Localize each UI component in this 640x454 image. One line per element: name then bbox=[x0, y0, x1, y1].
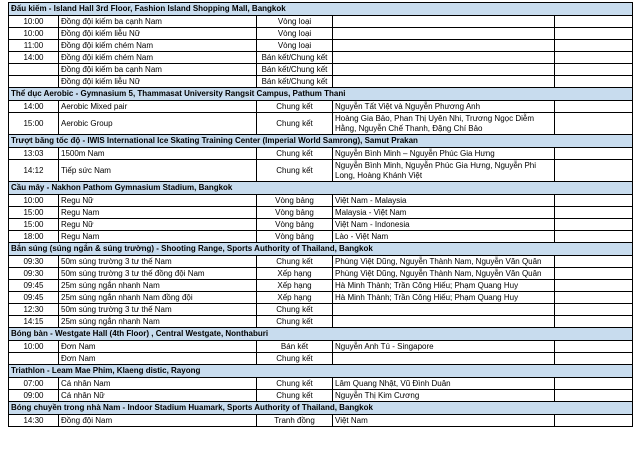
section-header-row bbox=[9, 328, 633, 341]
event-cell: Cá nhân Nam bbox=[59, 378, 257, 390]
table-row bbox=[9, 231, 633, 243]
athletes-cell bbox=[333, 353, 555, 365]
round-cell: Vòng loại bbox=[257, 40, 333, 52]
round-cell: Tranh đồng bbox=[257, 415, 333, 427]
section-header-row bbox=[9, 365, 633, 378]
section-header: Đấu kiếm - Island Hall 3rd Floor, Fashion Island Shopping Mall, Bangkok bbox=[9, 3, 633, 16]
table-row bbox=[9, 280, 633, 292]
table-row bbox=[9, 219, 633, 231]
blank-cell bbox=[555, 16, 633, 28]
section-header: Trượt băng tốc độ - IWIS International Ice Skating Training Center (Imperial World Samrong), Samut Prakan bbox=[9, 135, 633, 148]
event-cell: Đồng đội kiếm liễu Nữ bbox=[59, 28, 257, 40]
event-cell: Đồng đội Nam bbox=[59, 415, 257, 427]
athletes-cell: Lào - Việt Nam bbox=[333, 231, 555, 243]
table-row bbox=[9, 195, 633, 207]
athletes-cell: Malaysia - Việt Nam bbox=[333, 207, 555, 219]
blank-cell bbox=[555, 219, 633, 231]
time-cell: 10:00 bbox=[9, 195, 59, 207]
round-cell: Chung kết bbox=[257, 113, 333, 135]
section-header-row bbox=[9, 88, 633, 101]
blank-cell bbox=[555, 113, 633, 135]
table-row bbox=[9, 378, 633, 390]
round-cell: Xếp hạng bbox=[257, 292, 333, 304]
blank-cell bbox=[555, 304, 633, 316]
time-cell: 09:30 bbox=[9, 268, 59, 280]
table-row bbox=[9, 40, 633, 52]
schedule-document bbox=[8, 2, 632, 427]
round-cell: Vòng bảng bbox=[257, 195, 333, 207]
time-cell: 09:30 bbox=[9, 256, 59, 268]
athletes-cell: Nguyễn Bình Minh, Nguyễn Phúc Gia Hưng, Nguyễn Phi Long, Hoàng Khánh Việt bbox=[333, 160, 555, 182]
section-header-row bbox=[9, 3, 633, 16]
athletes-cell: Phùng Việt Dũng, Nguyễn Thành Nam, Nguyễn Văn Quân bbox=[333, 256, 555, 268]
athletes-cell bbox=[333, 52, 555, 64]
event-cell: Đơn Nam bbox=[59, 353, 257, 365]
section-header: Bóng bàn - Westgate Hall (4th Floor) , Central Westgate, Nonthaburi bbox=[9, 328, 633, 341]
table-row bbox=[9, 52, 633, 64]
event-cell: 25m súng ngắn nhanh Nam đồng đội bbox=[59, 292, 257, 304]
athletes-cell: Phùng Việt Dũng, Nguyễn Thành Nam, Nguyễn Văn Quân bbox=[333, 268, 555, 280]
section-header: Bắn súng (súng ngắn & súng trường) - Shooting Range, Sports Authority of Thailand, Bangkok bbox=[9, 243, 633, 256]
table-row bbox=[9, 101, 633, 113]
athletes-cell: Nguyễn Bình Minh – Nguyễn Phúc Gia Hưng bbox=[333, 148, 555, 160]
table-row bbox=[9, 415, 633, 427]
schedule-body bbox=[9, 3, 633, 427]
round-cell: Chung kết bbox=[257, 390, 333, 402]
round-cell: Chung kết bbox=[257, 316, 333, 328]
blank-cell bbox=[555, 316, 633, 328]
time-cell: 14:12 bbox=[9, 160, 59, 182]
blank-cell bbox=[555, 52, 633, 64]
schedule-table bbox=[8, 2, 633, 427]
section-header-row bbox=[9, 243, 633, 256]
blank-cell bbox=[555, 148, 633, 160]
athletes-cell bbox=[333, 304, 555, 316]
round-cell: Vòng loại bbox=[257, 28, 333, 40]
time-cell: 10:00 bbox=[9, 341, 59, 353]
table-row bbox=[9, 76, 633, 88]
time-cell bbox=[9, 64, 59, 76]
event-cell: Đồng đội kiếm ba cạnh Nam bbox=[59, 16, 257, 28]
athletes-cell: Nguyễn Thị Kim Cương bbox=[333, 390, 555, 402]
event-cell: Aerobic Group bbox=[59, 113, 257, 135]
table-row bbox=[9, 341, 633, 353]
time-cell: 09:00 bbox=[9, 390, 59, 402]
blank-cell bbox=[555, 76, 633, 88]
round-cell: Chung kết bbox=[257, 101, 333, 113]
event-cell: Regu Nam bbox=[59, 231, 257, 243]
round-cell: Bán kết/Chung kết bbox=[257, 52, 333, 64]
athletes-cell: Việt Nam - Indonesia bbox=[333, 219, 555, 231]
event-cell: 50m súng trường 3 tư thế Nam bbox=[59, 256, 257, 268]
athletes-cell: Hà Minh Thành; Trần Công Hiếu; Phạm Quang Huy bbox=[333, 280, 555, 292]
event-cell: 25m súng ngắn nhanh Nam bbox=[59, 316, 257, 328]
round-cell: Chung kết bbox=[257, 353, 333, 365]
time-cell: 14:15 bbox=[9, 316, 59, 328]
round-cell: Xếp hạng bbox=[257, 280, 333, 292]
event-cell: Aerobic Mixed pair bbox=[59, 101, 257, 113]
table-row bbox=[9, 113, 633, 135]
section-header: Triathlon - Leam Mae Phim, Klaeng distic, Rayong bbox=[9, 365, 633, 378]
table-row bbox=[9, 353, 633, 365]
blank-cell bbox=[555, 280, 633, 292]
blank-cell bbox=[555, 268, 633, 280]
section-header-row bbox=[9, 182, 633, 195]
event-cell: Đồng đội kiếm chém Nam bbox=[59, 52, 257, 64]
time-cell: 15:00 bbox=[9, 207, 59, 219]
round-cell: Bán kết/Chung kết bbox=[257, 64, 333, 76]
event-cell: 25m súng ngắn nhanh Nam bbox=[59, 280, 257, 292]
table-row bbox=[9, 207, 633, 219]
time-cell: 18:00 bbox=[9, 231, 59, 243]
section-header: Bóng chuyền trong nhà Nam - Indoor Stadium Huamark, Sports Authority of Thailand, Bangkok bbox=[9, 402, 633, 415]
table-row bbox=[9, 268, 633, 280]
time-cell bbox=[9, 76, 59, 88]
table-row bbox=[9, 64, 633, 76]
round-cell: Bán kết bbox=[257, 341, 333, 353]
time-cell: 13:03 bbox=[9, 148, 59, 160]
event-cell: Cá nhân Nữ bbox=[59, 390, 257, 402]
time-cell bbox=[9, 353, 59, 365]
section-header: Cầu mây - Nakhon Pathom Gymnasium Stadium, Bangkok bbox=[9, 182, 633, 195]
blank-cell bbox=[555, 160, 633, 182]
table-row bbox=[9, 28, 633, 40]
table-row bbox=[9, 292, 633, 304]
athletes-cell: Hà Minh Thành; Trần Công Hiếu; Phạm Quang Huy bbox=[333, 292, 555, 304]
athletes-cell: Nguyễn Anh Tú - Singapore bbox=[333, 341, 555, 353]
time-cell: 14:30 bbox=[9, 415, 59, 427]
event-cell: 50m súng trường 3 tư thế Nam bbox=[59, 304, 257, 316]
blank-cell bbox=[555, 341, 633, 353]
time-cell: 14:00 bbox=[9, 101, 59, 113]
time-cell: 09:45 bbox=[9, 292, 59, 304]
event-cell: Tiếp sức Nam bbox=[59, 160, 257, 182]
event-cell: Đơn Nam bbox=[59, 341, 257, 353]
blank-cell bbox=[555, 390, 633, 402]
event-cell: Đồng đội kiếm liễu Nữ bbox=[59, 76, 257, 88]
round-cell: Chung kết bbox=[257, 256, 333, 268]
blank-cell bbox=[555, 40, 633, 52]
table-row bbox=[9, 390, 633, 402]
time-cell: 12:30 bbox=[9, 304, 59, 316]
table-row bbox=[9, 316, 633, 328]
blank-cell bbox=[555, 378, 633, 390]
athletes-cell bbox=[333, 64, 555, 76]
athletes-cell bbox=[333, 76, 555, 88]
round-cell: Vòng bảng bbox=[257, 219, 333, 231]
table-row bbox=[9, 160, 633, 182]
blank-cell bbox=[555, 292, 633, 304]
event-cell: 50m súng trường 3 tư thế đồng đội Nam bbox=[59, 268, 257, 280]
blank-cell bbox=[555, 195, 633, 207]
section-header-row bbox=[9, 135, 633, 148]
section-header-row bbox=[9, 402, 633, 415]
table-row bbox=[9, 16, 633, 28]
blank-cell bbox=[555, 256, 633, 268]
athletes-cell bbox=[333, 40, 555, 52]
round-cell: Bán kết/Chung kết bbox=[257, 76, 333, 88]
blank-cell bbox=[555, 64, 633, 76]
table-row bbox=[9, 148, 633, 160]
event-cell: Đồng đội kiếm chém Nam bbox=[59, 40, 257, 52]
athletes-cell bbox=[333, 16, 555, 28]
round-cell: Chung kết bbox=[257, 378, 333, 390]
time-cell: 10:00 bbox=[9, 28, 59, 40]
athletes-cell bbox=[333, 28, 555, 40]
blank-cell bbox=[555, 415, 633, 427]
athletes-cell bbox=[333, 316, 555, 328]
time-cell: 15:00 bbox=[9, 219, 59, 231]
blank-cell bbox=[555, 207, 633, 219]
event-cell: Regu Nữ bbox=[59, 219, 257, 231]
athletes-cell: Việt Nam bbox=[333, 415, 555, 427]
blank-cell bbox=[555, 353, 633, 365]
table-row bbox=[9, 256, 633, 268]
time-cell: 14:00 bbox=[9, 52, 59, 64]
event-cell: Regu Nữ bbox=[59, 195, 257, 207]
round-cell: Xếp hạng bbox=[257, 268, 333, 280]
blank-cell bbox=[555, 231, 633, 243]
round-cell: Vòng bảng bbox=[257, 207, 333, 219]
time-cell: 15:00 bbox=[9, 113, 59, 135]
table-row bbox=[9, 304, 633, 316]
event-cell: Regu Nam bbox=[59, 207, 257, 219]
round-cell: Chung kết bbox=[257, 160, 333, 182]
blank-cell bbox=[555, 28, 633, 40]
section-header: Thể dục Aerobic - Gymnasium 5, Thammasat University Rangsit Campus, Pathum Thani bbox=[9, 88, 633, 101]
athletes-cell: Việt Nam - Malaysia bbox=[333, 195, 555, 207]
blank-cell bbox=[555, 101, 633, 113]
time-cell: 07:00 bbox=[9, 378, 59, 390]
athletes-cell: Hoàng Gia Bảo, Phan Thị Uyên Nhi, Trương Ngọc Diễm Hằng, Nguyễn Chế Thanh, Đặng Chí Bảo bbox=[333, 113, 555, 135]
round-cell: Vòng loại bbox=[257, 16, 333, 28]
round-cell: Chung kết bbox=[257, 304, 333, 316]
round-cell: Vòng bảng bbox=[257, 231, 333, 243]
time-cell: 10:00 bbox=[9, 16, 59, 28]
athletes-cell: Lâm Quang Nhật, Vũ Đình Duân bbox=[333, 378, 555, 390]
round-cell: Chung kết bbox=[257, 148, 333, 160]
time-cell: 11:00 bbox=[9, 40, 59, 52]
time-cell: 09:45 bbox=[9, 280, 59, 292]
athletes-cell: Nguyễn Tất Việt và Nguyễn Phương Anh bbox=[333, 101, 555, 113]
event-cell: 1500m Nam bbox=[59, 148, 257, 160]
event-cell: Đồng đội kiếm ba cạnh Nam bbox=[59, 64, 257, 76]
